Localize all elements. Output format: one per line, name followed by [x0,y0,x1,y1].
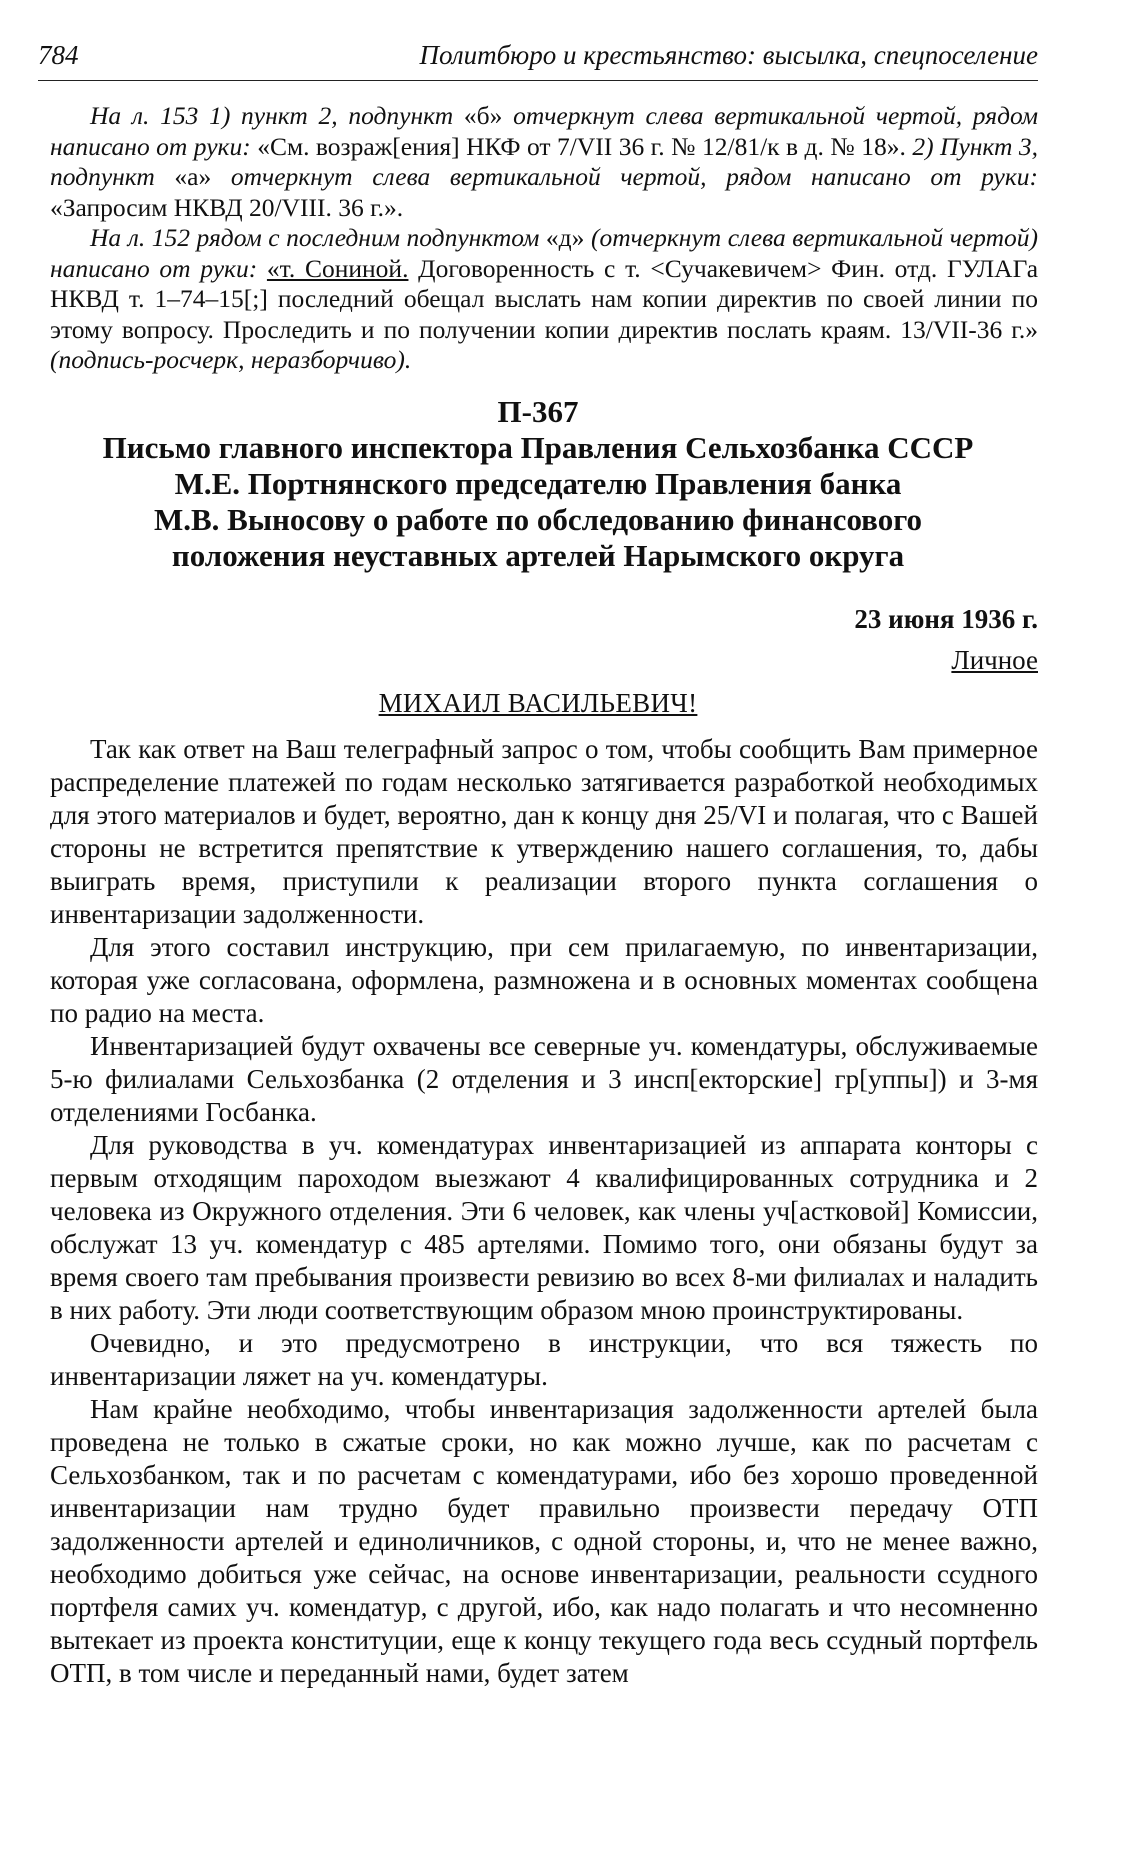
paragraph-5: Очевидно, и это предусмотрено в инструкции, что вся тяжесть по инвентаризации ляжет на уч. комендатуры. [50,1327,1038,1391]
document-title-line-1: Письмо главного инспектора Правления Сельхозбанка СССР [102,429,974,465]
document-date: 23 июня 1936 г. [854,603,1038,634]
salutation: МИХАИЛ ВАСИЛЬЕВИЧ! [378,687,698,718]
paragraph-4: Для руководства в уч. комендатурах инвентаризацией из аппарата конторы с первым отходящим пароходом выезжают 4 квалифицированных сотрудника и 2 человека из Окружного отделения. Эти 6 человек, как члены уч[астковой] Комиссии, обслужат 13 уч. комендатур с 485 артелями. Помимо того, они обязаны будут за время своего там пребывания произвести ревизию во всех 8-ми филиалах и наладить в них работу. Эти люди соответствующим образом мною проинструктированы. [50,1129,1038,1325]
paragraph-2: Для этого составил инструкцию, при сем прилагаемую, по инвентаризации, которая уже согласована, оформлена, размножена и в основных моментах сообщена по радио на места. [50,931,1038,1028]
letter-body [38,733,1038,1690]
document-title-line-3: М.В. Выносову о работе по обследованию финансового [153,501,923,537]
document-number: П-367 [497,393,579,429]
note-sheet-152: На л. 152 рядом с последним подпунктом «д» (отчеркнут слева вертикальной чертой) написано от руки: «т. Сониной. Договоренность с т. <Сучакевичем> Фин. отд. ГУЛАГа НКВД т. 1–74–15[;] последний обещал выслать нам копии директив по своей линии по этому вопросу. Проследить и по получении копии директив послать краям. 13/VII-36 г.» (подпись-росчерк, неразборчиво). [50,223,1039,374]
note-sheet-153: На л. 153 1) пункт 2, подпункт «б» отчеркнут слева вертикальной чертой, рядом написано от руки: «См. возраж[ения] НКФ от 7/VII 36 г. № 12/81/к в д. № 18». 2) Пункт 3, подпункт «а» отчеркнут слева вертикальной чертой, рядом написано от руки: «Запросим НКВД 20/VIII. 36 г.». [50,101,1039,222]
running-title: Политбюро и крестьянство: высылка, спецпоселение [419,40,1038,70]
document-title-line-2: М.Е. Портнянского председателю Правления банка [174,465,902,501]
document-title-line-4: положения неуставных артелей Нарымского округа [171,537,905,573]
editorial-notes [38,101,1038,376]
page-number: 784 [38,40,79,70]
paragraph-3: Инвентаризацией будут охвачены все северные уч. комендатуры, обслуживаемые 5-ю филиалами Сельхозбанка (2 отделения и 3 инсп[екторские] гр[уппы]) и 3-мя отделениями Госбанка. [50,1030,1038,1127]
paragraph-6: Нам крайне необходимо, чтобы инвентаризация задолженности артелей была проведена не только в сжатые сроки, но как можно лучше, как по расчетам с Сельхозбанком, так и по расчетам с комендатурами, ибо без хорошо проведенной инвентаризации нам трудно будет правильно произвести передачу ОТП задолженности артелей и единоличников, с одной стороны, и, что не менее важно, необходимо добиться уже сейчас, на основе инвентаризации, реальности ссудного портфеля самих уч. комендатур, с другой, ибо, как надо полагать и что несомненно вытекает из проекта конституции, еще к концу текущего года весь ссудный портфель ОТП, в том числе и переданный нами, будет затем [50,1393,1038,1688]
running-head [38,40,1038,81]
document-marking: Личное [951,644,1038,675]
paragraph-1: Так как ответ на Ваш телеграфный запрос о том, чтобы сообщить Вам примерное распределение платежей по годам несколько затягивается разработкой необходимых для этого материалов и будет, вероятно, дан к концу дня 25/VI и полагая, что с Вашей стороны не встретится препятствие к утверждению нашего соглашения, то, дабы выиграть время, приступили к реализации второго пункта соглашения о инвентаризации задолженности. [50,733,1038,929]
page [38,40,1038,1690]
